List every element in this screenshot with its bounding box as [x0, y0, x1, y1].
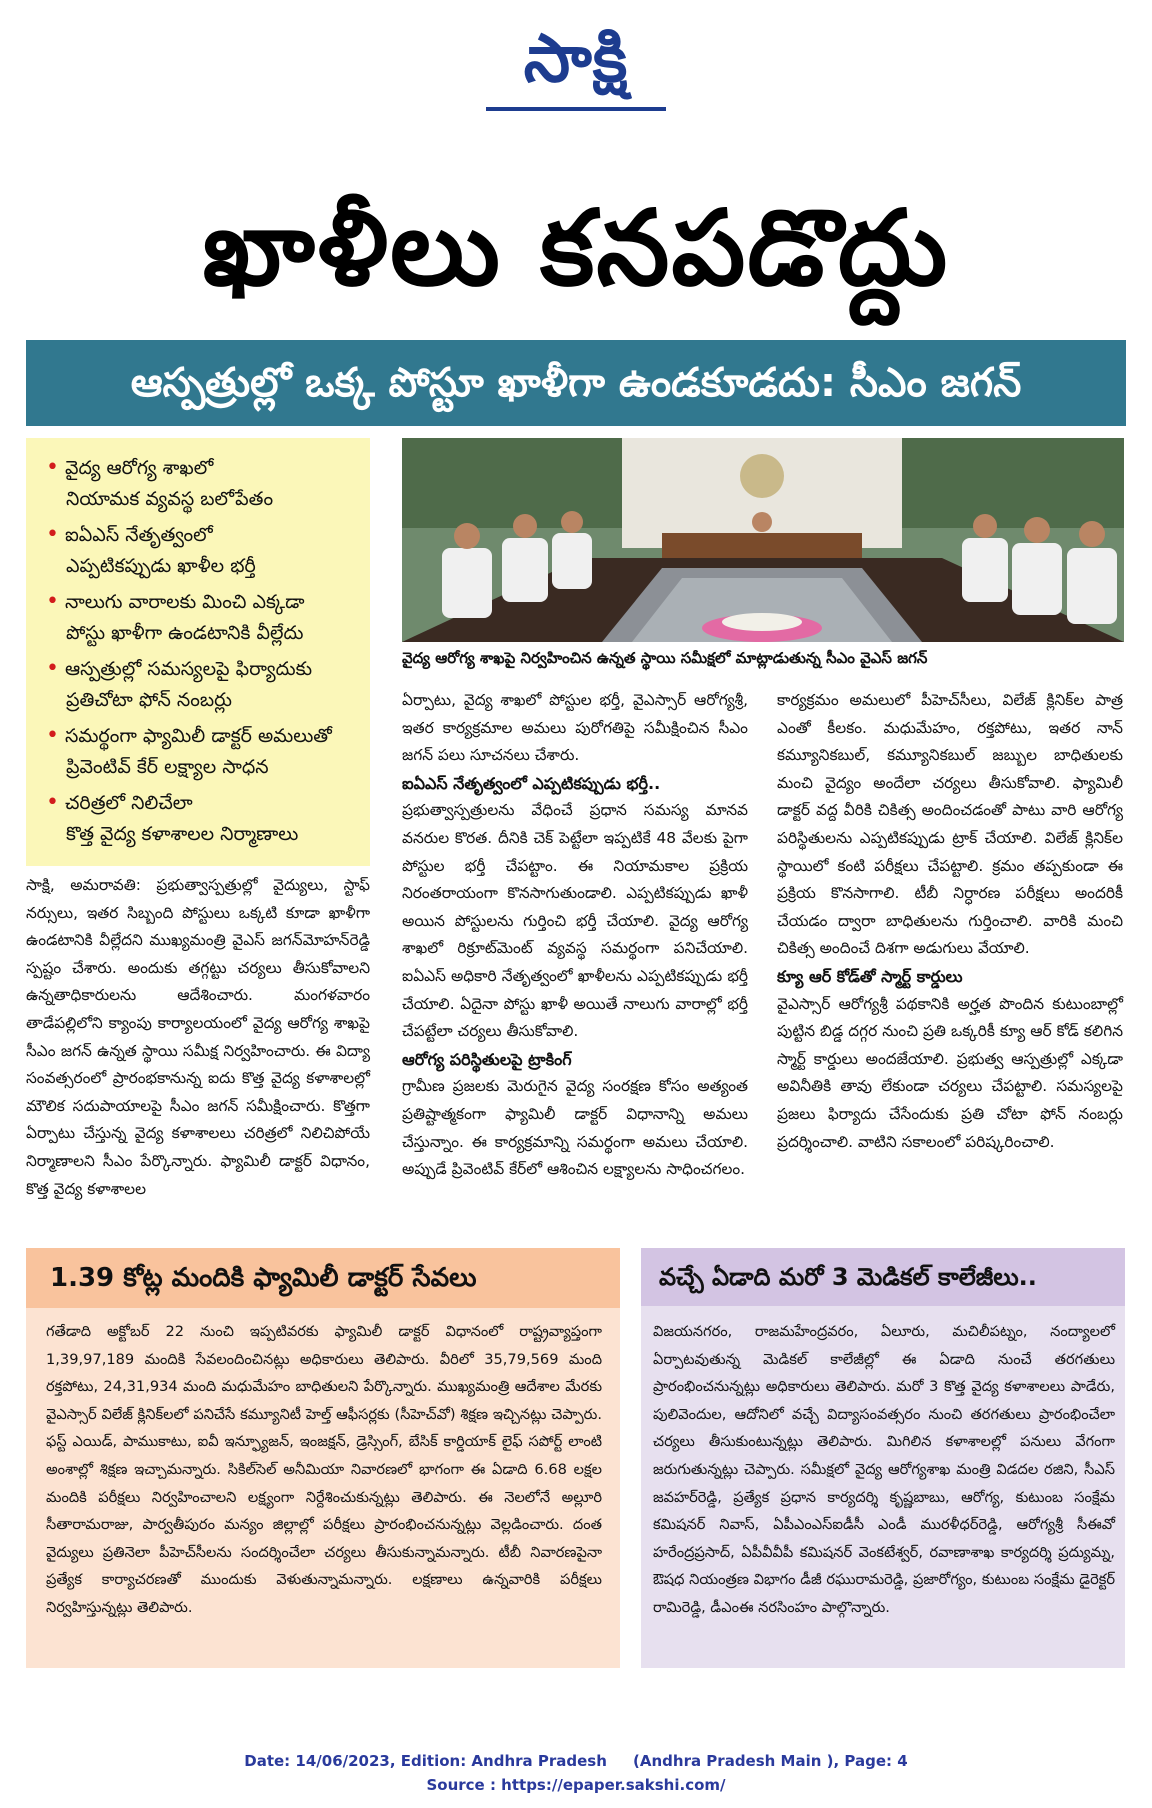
article-column-1 [26, 872, 370, 1203]
footer-source-link[interactable]: Source : https://epaper.sakshi.com/ [426, 1776, 726, 1794]
meeting-photo-illustration [402, 438, 1124, 642]
highlight-line: నాలుగు వారాలకు మించి ఎక్కడా [64, 591, 305, 613]
family-doctor-box-body: గతేడాది అక్టోబర్ 22 నుంచి ఇప్పటివరకు ఫ్యామిలీ డాక్టర్ విధానంలో రాష్ట్రవ్యాప్తంగా 1,39,97,189 మందికి సేవలందించినట్లు అధికారులు తెలిపారు. వీరిలో 35,79,569 మంది రక్తపోటు, 24,31,934 మంది మధుమేహం బాధితులని పేర్కొన్నారు. ముఖ్యమంత్రి ఆదేశాల మేరకు వైఎస్సార్ విలేజ్ క్లినిక్‌లలో పనిచేసే కమ్యూనిటీ హెల్త్ ఆఫీసర్లకు (సీహెచ్‌వో) శిక్షణ ఇచ్చినట్లు చెప్పారు. ఫస్ట్ ఎయిడ్, పాముకాటు, ఐవీ ఇన్ఫ్యూజన్, ఇంజక్షన్, డ్రెస్సింగ్, బేసిక్ కార్డియాక్ లైఫ్ సపోర్ట్ లాంటి అంశాల్లో శిక్షణ ఇచ్చామన్నారు. సికిల్‌సెల్ అనీమియా నివారణలో భాగంగా ఈ ఏడాది 6.68 లక్షల మందికి పరీక్షలు నిర్వహించాలని లక్ష్యంగా నిర్దేశించుకున్నట్లు తెలిపారు. ఈ నెలలోనే అల్లూరి సీతారామరాజు, పార్వతీపురం మన్యం జిల్లాల్లో పరీక్షలు ప్రారంభించనున్నట్లు వెల్లడించారు. దంత వైద్యులు ప్రతినెలా పీహెచ్‌సీలను సందర్శించేలా చర్యలు తీసుకున్నామన్నారు. టీబీ నివారణపైనా ప్రత్యేక కార్యాచరణతో ముందుకు వెళుతున్నామన్నారు. లక్షణాలు ఉన్నవారికి పరీక్షలు నిర్వహిస్తున్నట్లు తెలిపారు. [46, 1323, 602, 1616]
highlight-line: ప్రతిచోటా ఫోన్ నంబర్లు [66, 689, 232, 711]
article-paragraph: ఏర్పాటు, వైద్య శాఖలో పోస్టుల భర్తీ, వైఎస్సార్ ఆరోగ్యశ్రీ, ఇతర కార్యక్రమాల అమలు పురోగతిపై సమీక్షించిన సీఎం జగన్ పలు సూచనలు చేశారు. [402, 691, 748, 765]
highlight-item [46, 720, 360, 783]
highlight-line: సమర్థంగా ఫ్యామిలీ డాక్టర్ అమలుతో [64, 725, 332, 747]
article-column-2 [402, 687, 748, 1184]
highlights-box [26, 438, 370, 866]
logo-underline [486, 107, 666, 111]
highlight-line: చరిత్రలో నిలిచేలా [64, 792, 193, 814]
highlight-line: కొత్త వైద్య కళాశాలల నిర్మాణాలు [66, 823, 299, 845]
highlight-line: ఐఏఎస్ నేతృత్వంలో [64, 524, 213, 546]
article-column-3 [777, 687, 1123, 1156]
article-paragraph: ప్రభుత్వాస్పత్రులను వేధించే ప్రధాన సమస్య మానవ వనరుల కొరత. దీనికి చెక్ పెట్టేలా ఇప్పటికే 48 వేలకు పైగా పోస్టుల భర్తీ చేపట్టాం. ఈ నియామకాల ప్రక్రియ నిరంతరాయంగా కొనసాగుతుండాలి. ఎప్పటికప్పుడు ఖాళీ అయిన పోస్టులను గుర్తించి భర్తీ చేయాలి. వైద్య ఆరోగ్య శాఖలో రిక్రూట్‌మెంట్ వ్యవస్థ సమర్థంగా పనిచేయాలి. ఐఏఎస్ అధికారి నేతృత్వంలో ఖాళీలను ఎప్పటికప్పుడు భర్తీ చేయాలి. ఏదైనా పోస్టు ఖాళీ అయితే నాలుగు వారాల్లో భర్తీ చేపట్టేలా చర్యలు తీసుకోవాలి. [402, 801, 748, 1041]
subheadline-bar: ఆస్పత్రుల్లో ఒక్క పోస్టూ ఖాళీగా ఉండకూడదు: సీఎం జగన్ [26, 340, 1126, 426]
highlight-line: పోస్టు ఖాళీగా ఉండటానికి వీల్లేదు [66, 622, 304, 644]
article-paragraph: కార్యక్రమం అమలులో పీహెచ్‌సీలు, విలేజ్ క్లినిక్‌ల పాత్ర ఎంతో కీలకం. మధుమేహం, రక్తపోటు, ఇతర నాన్ కమ్యూనికబుల్, కమ్యూనికబుల్ జబ్బుల బాధితులకు మంచి వైద్యం అందేలా చర్యలు తీసుకోవాలి. ఫ్యామిలీ డాక్టర్ వద్ద వీరికి చికిత్స అందించడంతో పాటు వారి ఆరోగ్య పరిస్థితులను ఎప్పటికప్పుడు ట్రాక్ చేయాలి. విలేజ్ క్లినిక్‌ల స్థాయిలో కంటి పరీక్షలు చేపట్టాలి. క్రమం తప్పకుండా ఈ ప్రక్రియ కొనసాగాలి. టీబీ నిర్ధారణ పరీక్షలు అందరికీ చేయడం ద్వారా బాధితులను గుర్తించాలి. వారికి మంచి చికిత్స అందించే దిశగా అడుగులు వేయాలి. [777, 691, 1123, 958]
article-paragraph: వైఎస్సార్ ఆరోగ్యశ్రీ పథకానికి అర్హత పొందిన కుటుంబాల్లో పుట్టిన బిడ్డ దగ్గర నుంచి ప్రతి ఒక్కరికీ క్యూ ఆర్ కోడ్ కలిగిన స్మార్ట్ కార్డులు అందజేయాలి. ప్రభుత్వ ఆస్పత్రుల్లో ఎక్కడా అవినీతికి తావు లేకుండా చర్యలు చేపట్టాలి. సమస్యలపై ప్రజలు ఫిర్యాదు చేసేందుకు ప్రతి చోటా ఫోన్ నంబర్లు ప్రదర్శించాలి. వాటిని సకాలంలో పరిష్కరించాలి. [777, 994, 1123, 1151]
bullet-icon: • [46, 522, 59, 547]
medical-colleges-box-title: వచ్చే ఏడాది మరో 3 మెడికల్ కాలేజీలు.. [641, 1248, 1125, 1306]
highlight-item [46, 787, 360, 850]
bullet-icon: • [46, 656, 59, 681]
bullet-icon: • [46, 455, 59, 480]
highlight-line: ప్రివెంటివ్ కేర్ లక్ష్యాల సాధన [66, 756, 269, 778]
bullet-icon: • [46, 790, 59, 815]
article-subheading: క్యూ ఆర్ కోడ్‌తో స్మార్ట్ కార్డులు [777, 966, 963, 986]
article-paragraph: సాక్షి, అమరావతి: ప్రభుత్వాస్పత్రుల్లో వైద్యులు, స్టాఫ్ నర్సులు, ఇతర సిబ్బంది పోస్టులు ఒక్కటి కూడా ఖాళీగా ఉండటానికి వీల్లేదని ముఖ్యమంత్రి వైఎస్ జగన్‌మోహన్‌రెడ్డి స్పష్టం చేశారు. అందుకు తగ్గట్టు చర్యలు తీసుకోవాలని ఉన్నతాధికారులను ఆదేశించారు. మంగళవారం తాడేపల్లిలోని క్యాంపు కార్యాలయంలో వైద్య ఆరోగ్య శాఖపై సీఎం జగన్ ఉన్నత స్థాయి సమీక్ష నిర్వహించారు. ఈ విద్యా సంవత్సరంలో ప్రారంభకానున్న ఐదు కొత్త వైద్య కళాశాలల్లో మౌలిక సదుపాయాలపై సీఎం జగన్ సమీక్షించారు. కొత్తగా ఏర్పాటు చేస్తున్న వైద్య కళాశాలలు చరిత్రలో నిలిచిపోయే నిర్మాణాలని సీఎం పేర్కొన్నారు. ఫ్యామిలీ డాక్టర్ విధానం, కొత్త వైద్య కళాశాలల [26, 876, 370, 1198]
medical-colleges-box [641, 1248, 1125, 1668]
meeting-photo [402, 438, 1124, 642]
highlight-line: ఎప్పటికప్పుడు ఖాళీల భర్తీ [66, 555, 256, 577]
highlight-item [46, 653, 360, 716]
family-doctor-box-title: 1.39 కోట్ల మందికి ఫ్యామిలీ డాక్టర్ సేవలు [26, 1248, 620, 1308]
highlight-item [46, 452, 360, 515]
masthead-logo [0, 20, 1152, 111]
page-headline: ఖాళీలు కనపడొద్దు [202, 187, 950, 309]
article-subheading: ఐఏఎస్ నేతృత్వంలో ఎప్పటికప్పుడు భర్తీ.. [402, 773, 661, 793]
photo-caption: వైద్య ఆరోగ్య శాఖపై నిర్వహించిన ఉన్నత స్థాయి సమీక్షలో మాట్లాడుతున్న సీఎం వైఎస్ జగన్ [402, 649, 928, 667]
highlight-item [46, 519, 360, 582]
bullet-icon: • [46, 723, 59, 748]
footer-date-edition: Date: 14/06/2023, Edition: Andhra Pradesh (Andhra Pradesh Main ), Page: 4 [244, 1752, 908, 1770]
highlight-line: ఆస్పత్రుల్లో సమస్యలపై ఫిర్యాదుకు [64, 658, 313, 680]
highlight-line: వైద్య ఆరోగ్య శాఖలో [64, 457, 214, 479]
article-paragraph: గ్రామీణ ప్రజలకు మెరుగైన వైద్య సంరక్షణ కోసం అత్యంత ప్రతిష్టాత్మకంగా ఫ్యామిలీ డాక్టర్ విధానాన్ని అమలు చేస్తున్నాం. ఈ కార్యక్రమాన్ని సమర్థంగా అమలు చేయాలి. అప్పుడే ప్రివెంటివ్ కేర్‌లో ఆశించిన లక్ష్యాలను సాధించగలం. [402, 1077, 748, 1179]
bullet-icon: • [46, 589, 59, 614]
highlight-line: నియామక వ్యవస్థ బలోపేతం [66, 488, 274, 510]
logo-text: సాక్షి [523, 20, 629, 97]
family-doctor-box [26, 1248, 620, 1668]
highlight-item [46, 586, 360, 649]
medical-colleges-box-body: విజయనగరం, రాజమహేంద్రవరం, ఏలూరు, మచిలీపట్నం, నంద్యాలలో ఏర్పాటవుతున్న మెడికల్ కాలేజీల్లో ఈ ఏడాది నుంచే తరగతులు ప్రారంభించనున్నట్లు అధికారులు తెలిపారు. మరో 3 కొత్త వైద్య కళాశాలలు పాడేరు, పులివెందుల, ఆదోనిలో వచ్చే విద్యాసంవత్సరం నుంచి తరగతులు ప్రారంభించేలా చర్యలు తీసుకుంటున్నట్లు తెలిపారు. మిగిలిన కళాశాలల్లో పనులు వేగంగా జరుగుతున్నట్లు చెప్పారు. సమీక్షలో వైద్య ఆరోగ్యశాఖ మంత్రి విడదల రజిని, సీఎస్ జవహర్‌రెడ్డి, ప్రత్యేక ప్రధాన కార్యదర్శి కృష్ణబాబు, ఆరోగ్య, కుటుంబ సంక్షేమ కమిషనర్ నివాస్, ఏపీఎంఎస్ఐడీసీ ఎండీ మురళీధర్‌రెడ్డి, ఆరోగ్యశ్రీ సీఈవో హరేంద్రప్రసాద్, ఏపీవీవీపీ కమిషనర్ వెంకటేశ్వర్, రవాణాశాఖ కార్యదర్శి ప్రద్యుమ్న, ఔషధ నియంత్రణ విభాగం డీజీ రఘురామరెడ్డి, ప్రజారోగ్యం, కుటుంబ సంక్షేమ డైరెక్టర్ రామిరెడ్డి, డీఎంఈ నరసింహం పాల్గొన్నారు. [653, 1323, 1115, 1616]
article-subheading: ఆరోగ్య పరిస్థితులపై ట్రాకింగ్ [402, 1049, 572, 1069]
